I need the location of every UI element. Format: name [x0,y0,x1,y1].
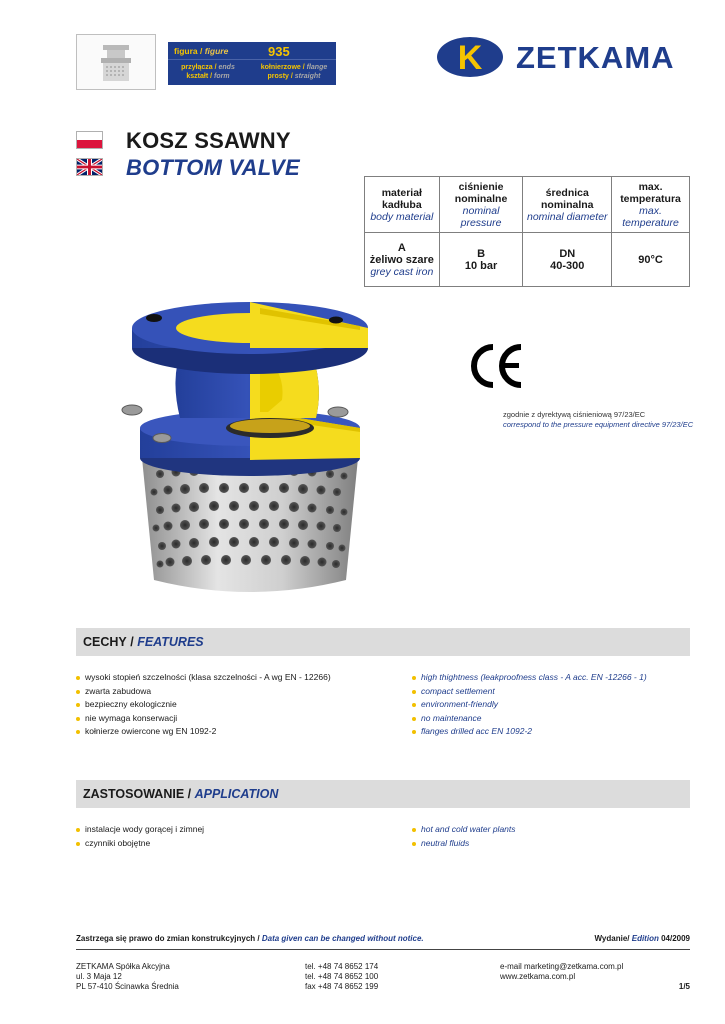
list-item: bezpieczny ekologicznie [76,698,331,712]
value-nominal-pressure: B 10 bar [439,233,523,287]
logo-text: ZETKAMA [516,40,675,75]
svg-text:K: K [457,39,483,77]
list-item: nie wymaga konserwacji [76,712,331,726]
application-list-english [412,823,516,850]
title-polish: KOSZ SSAWNY [126,128,291,153]
page-number: 1/5 [678,982,690,991]
features-section-header: CECHY / FEATURES [76,628,690,656]
email-link[interactable]: e-mail marketing@zetkama.com.pl [500,962,624,971]
list-item: hot and cold water plants [412,823,516,837]
table-row [365,233,690,287]
website-link[interactable]: www.zetkama.com.pl [500,972,576,981]
bottom-valve-product-image [110,288,382,600]
list-item: no maintenance [412,712,647,726]
header-body-material: materiał kadłuba body material [365,177,440,233]
application-list-polish [76,823,204,850]
figure-number: 935 [268,44,290,59]
figure-ends-shape-values: kołnierzowe / flange prosty / straight [260,64,328,80]
change-notice: Zastrzega się prawo do zmian konstrukcyjnych / Data given can be changed without notice. [76,934,424,943]
value-nominal-diameter: DN 40-300 [523,233,612,287]
figure-label: figura / figure [174,46,229,56]
list-item: high thightness (leakproofness class - A acc. EN -12266 - 1) [412,671,647,685]
list-item: instalacje wody gorącej i zimnej [76,823,204,837]
footer-divider [76,949,690,950]
list-item: environment-friendly [412,698,647,712]
list-item: kołnierze owiercone wg EN 1092-2 [76,725,331,739]
ce-note-english: correspond to the pressure equipment directive 97/23/EC [503,420,694,429]
company-address: ZETKAMA Spółka Akcyjna ul. 3 Maja 12 PL 57-410 Ścinawka Średnia [76,962,179,991]
company-contact [500,962,623,982]
edition-info: Wydanie/ Edition 04/2009 [594,934,690,943]
logo-emblem-icon [436,36,506,78]
list-item: wysoki stopień szczelności (klasa szczelności - A wg EN - 12266) [76,671,331,685]
header-max-temperature: max. temperatura max. temperature [612,177,690,233]
list-item: czynniki obojętne [76,837,204,851]
value-body-material: A żeliwo szare grey cast iron [365,233,440,287]
list-item: neutral fluids [412,837,516,851]
ce-note-polish: zgodnie z dyrektywą ciśnieniową 97/23/EC [503,410,646,419]
features-list-english [412,671,647,739]
company-phones: tel. +48 74 8652 174 tel. +48 74 8652 100 fax +48 74 8652 199 [305,962,379,991]
value-max-temperature: 90°C [612,233,690,287]
features-list-polish [76,671,331,739]
list-item: zwarta zabudowa [76,685,331,699]
table-header-row [365,177,690,233]
list-item: compact settlement [412,685,647,699]
polish-flag-icon [76,131,103,149]
header-nominal-pressure: ciśnienie nominalne nominal pressure [439,177,523,233]
ce-mark-icon [468,343,524,389]
application-section-header: ZASTOSOWANIE / APPLICATION [76,780,690,808]
list-item: flanges drilled acc EN 1092-2 [412,725,647,739]
figure-info-box [168,42,336,85]
title-english: BOTTOM VALVE [126,155,300,180]
product-thumbnail [76,34,156,90]
parameters-table [364,176,690,287]
figure-ends-shape-labels: przyłącza / ends kształt / form [181,64,235,80]
zetkama-logo [436,36,690,78]
uk-flag-icon [76,158,103,176]
header-nominal-diameter: średnica nominalna nominal diameter [523,177,612,233]
